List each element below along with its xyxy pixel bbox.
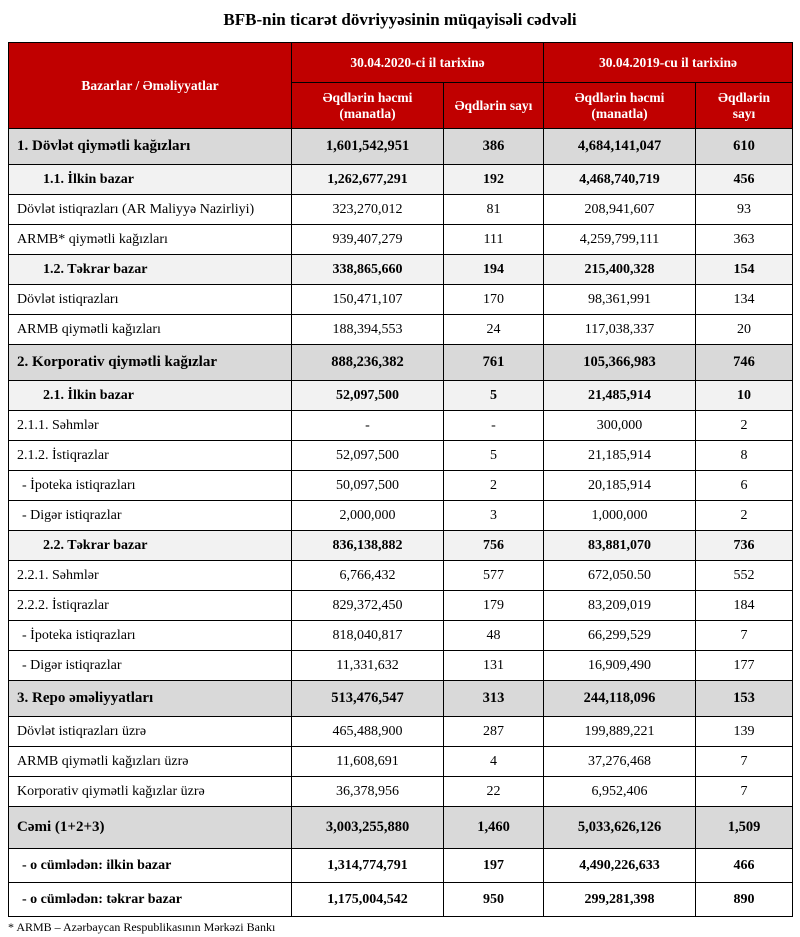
row-label: 2.1. İlkin bazar — [9, 381, 292, 411]
row-value: 1,509 — [696, 807, 793, 849]
row-value: 513,476,547 — [292, 681, 444, 717]
row-value: 150,471,107 — [292, 285, 444, 315]
column-header-count-2019: Əqdlərin sayı — [696, 83, 793, 129]
row-value: 1,314,774,791 — [292, 849, 444, 883]
table-row — [9, 717, 793, 747]
table-row — [9, 129, 793, 165]
row-value: 50,097,500 — [292, 471, 444, 501]
row-value: 3,003,255,880 — [292, 807, 444, 849]
row-label: 2. Korporativ qiymətli kağızlar — [9, 345, 292, 381]
row-value: 184 — [696, 591, 793, 621]
row-value: 2 — [696, 411, 793, 441]
row-value: 192 — [444, 165, 544, 195]
row-value: 5 — [444, 381, 544, 411]
table-row — [9, 255, 793, 285]
row-value: 888,236,382 — [292, 345, 444, 381]
table-row — [9, 471, 793, 501]
row-value: 20 — [696, 315, 793, 345]
table-row — [9, 777, 793, 807]
row-value: 21,485,914 — [544, 381, 696, 411]
table-row — [9, 681, 793, 717]
table-row — [9, 531, 793, 561]
row-value: 3 — [444, 501, 544, 531]
table-row — [9, 651, 793, 681]
row-value: 4,468,740,719 — [544, 165, 696, 195]
table-header — [9, 43, 793, 129]
table-row — [9, 285, 793, 315]
comparison-table — [8, 42, 793, 917]
row-label: 1.1. İlkin bazar — [9, 165, 292, 195]
table-row — [9, 441, 793, 471]
row-value: 313 — [444, 681, 544, 717]
row-value: 93 — [696, 195, 793, 225]
row-label: Cəmi (1+2+3) — [9, 807, 292, 849]
row-value: 6,952,406 — [544, 777, 696, 807]
table-row — [9, 345, 793, 381]
row-value: 111 — [444, 225, 544, 255]
row-value: 21,185,914 — [544, 441, 696, 471]
row-value: 1,000,000 — [544, 501, 696, 531]
table-row — [9, 621, 793, 651]
row-label: ARMB qiymətli kağızları üzrə — [9, 747, 292, 777]
row-value: 323,270,012 — [292, 195, 444, 225]
row-label: 2.2.1. Səhmlər — [9, 561, 292, 591]
row-value: 208,941,607 — [544, 195, 696, 225]
row-value: 83,881,070 — [544, 531, 696, 561]
row-value: 36,378,956 — [292, 777, 444, 807]
row-value: 154 — [696, 255, 793, 285]
row-label: - Digər istiqrazlar — [9, 651, 292, 681]
row-value: 177 — [696, 651, 793, 681]
row-label: 2.2. Təkrar bazar — [9, 531, 292, 561]
row-value: 153 — [696, 681, 793, 717]
row-value: 52,097,500 — [292, 381, 444, 411]
row-label: ARMB* qiymətli kağızları — [9, 225, 292, 255]
row-value: 170 — [444, 285, 544, 315]
table-row — [9, 883, 793, 917]
row-value: 761 — [444, 345, 544, 381]
row-value: 736 — [696, 531, 793, 561]
table-row — [9, 315, 793, 345]
row-value: 4,259,799,111 — [544, 225, 696, 255]
table-row — [9, 195, 793, 225]
row-value: 5,033,626,126 — [544, 807, 696, 849]
row-value: 66,299,529 — [544, 621, 696, 651]
table-row — [9, 225, 793, 255]
row-value: 4,684,141,047 — [544, 129, 696, 165]
row-label: - o cümlədən: ilkin bazar — [9, 849, 292, 883]
row-value: 939,407,279 — [292, 225, 444, 255]
row-value: 2,000,000 — [292, 501, 444, 531]
row-value: 5 — [444, 441, 544, 471]
row-value: 672,050.50 — [544, 561, 696, 591]
column-group-2019: 30.04.2019-cu il tarixinə — [544, 43, 793, 83]
row-value: 4,490,226,633 — [544, 849, 696, 883]
table-row — [9, 849, 793, 883]
row-value: 215,400,328 — [544, 255, 696, 285]
row-label: 1. Dövlət qiymətli kağızları — [9, 129, 292, 165]
row-value: 199,889,221 — [544, 717, 696, 747]
row-value: 8 — [696, 441, 793, 471]
row-value: 287 — [444, 717, 544, 747]
row-value: 363 — [696, 225, 793, 255]
row-value: 24 — [444, 315, 544, 345]
row-value: 466 — [696, 849, 793, 883]
row-label: 2.1.2. İstiqrazlar — [9, 441, 292, 471]
row-value: 134 — [696, 285, 793, 315]
row-value: 10 — [696, 381, 793, 411]
row-value: 465,488,900 — [292, 717, 444, 747]
row-value: - — [292, 411, 444, 441]
table-body — [9, 129, 793, 917]
row-label: 3. Repo əməliyyatları — [9, 681, 292, 717]
row-value: 746 — [696, 345, 793, 381]
row-value: 552 — [696, 561, 793, 591]
table-row — [9, 807, 793, 849]
table-row — [9, 591, 793, 621]
row-label: Korporativ qiymətli kağızlar üzrə — [9, 777, 292, 807]
row-value: 890 — [696, 883, 793, 917]
row-value: 20,185,914 — [544, 471, 696, 501]
row-label: 1.2. Təkrar bazar — [9, 255, 292, 285]
row-value: 836,138,882 — [292, 531, 444, 561]
header-group-row — [9, 43, 793, 83]
row-label: 2.1.1. Səhmlər — [9, 411, 292, 441]
row-label: - Digər istiqrazlar — [9, 501, 292, 531]
row-value: 131 — [444, 651, 544, 681]
row-value: 188,394,553 — [292, 315, 444, 345]
row-value: 577 — [444, 561, 544, 591]
row-value: 179 — [444, 591, 544, 621]
row-label: 2.2.2. İstiqrazlar — [9, 591, 292, 621]
column-header-markets-operations: Bazarlar / Əməliyyatlar — [9, 43, 292, 129]
row-value: 2 — [444, 471, 544, 501]
column-group-2020: 30.04.2020-ci il tarixinə — [292, 43, 544, 83]
row-value: 456 — [696, 165, 793, 195]
row-value: 6 — [696, 471, 793, 501]
row-value: 4 — [444, 747, 544, 777]
page-title: BFB-nin ticarət dövriyyəsinin müqayisəli cədvəli — [223, 10, 577, 29]
row-value: 1,460 — [444, 807, 544, 849]
table-row — [9, 411, 793, 441]
row-value: 139 — [696, 717, 793, 747]
row-value: 338,865,660 — [292, 255, 444, 285]
row-label: Dövlət istiqrazları (AR Maliyyə Nazirliyi) — [9, 195, 292, 225]
table-row — [9, 501, 793, 531]
row-value: 52,097,500 — [292, 441, 444, 471]
row-value: 7 — [696, 747, 793, 777]
row-value: 950 — [444, 883, 544, 917]
row-label: Dövlət istiqrazları — [9, 285, 292, 315]
row-label: Dövlət istiqrazları üzrə — [9, 717, 292, 747]
row-value: 16,909,490 — [544, 651, 696, 681]
row-value: 117,038,337 — [544, 315, 696, 345]
row-label: - İpoteka istiqrazları — [9, 621, 292, 651]
column-header-volume-2020: Əqdlərin həcmi (manatla) — [292, 83, 444, 129]
row-value: 2 — [696, 501, 793, 531]
row-value: 7 — [696, 777, 793, 807]
column-header-volume-2019: Əqdlərin həcmi (manatla) — [544, 83, 696, 129]
row-value: 818,040,817 — [292, 621, 444, 651]
row-value: 11,608,691 — [292, 747, 444, 777]
row-value: 81 — [444, 195, 544, 225]
row-value: 7 — [696, 621, 793, 651]
row-value: 1,601,542,951 — [292, 129, 444, 165]
row-value: 83,209,019 — [544, 591, 696, 621]
row-value: 299,281,398 — [544, 883, 696, 917]
row-value: 1,175,004,542 — [292, 883, 444, 917]
table-row — [9, 381, 793, 411]
table-row — [9, 747, 793, 777]
row-value: 244,118,096 — [544, 681, 696, 717]
table-row — [9, 561, 793, 591]
row-value: 105,366,983 — [544, 345, 696, 381]
row-label: ARMB qiymətli kağızları — [9, 315, 292, 345]
row-label: - İpoteka istiqrazları — [9, 471, 292, 501]
row-value: 197 — [444, 849, 544, 883]
row-value: 22 — [444, 777, 544, 807]
row-value: 11,331,632 — [292, 651, 444, 681]
row-value: - — [444, 411, 544, 441]
row-value: 6,766,432 — [292, 561, 444, 591]
row-value: 194 — [444, 255, 544, 285]
table-row — [9, 165, 793, 195]
row-value: 300,000 — [544, 411, 696, 441]
row-value: 829,372,450 — [292, 591, 444, 621]
row-value: 610 — [696, 129, 793, 165]
row-value: 756 — [444, 531, 544, 561]
row-value: 98,361,991 — [544, 285, 696, 315]
column-header-count-2020: Əqdlərin sayı — [444, 83, 544, 129]
row-value: 48 — [444, 621, 544, 651]
footnote: * ARMB – Azərbaycan Respublikasının Mərkəzi Bankı — [8, 920, 276, 934]
row-value: 1,262,677,291 — [292, 165, 444, 195]
row-value: 386 — [444, 129, 544, 165]
row-value: 37,276,468 — [544, 747, 696, 777]
row-label: - o cümlədən: təkrar bazar — [9, 883, 292, 917]
